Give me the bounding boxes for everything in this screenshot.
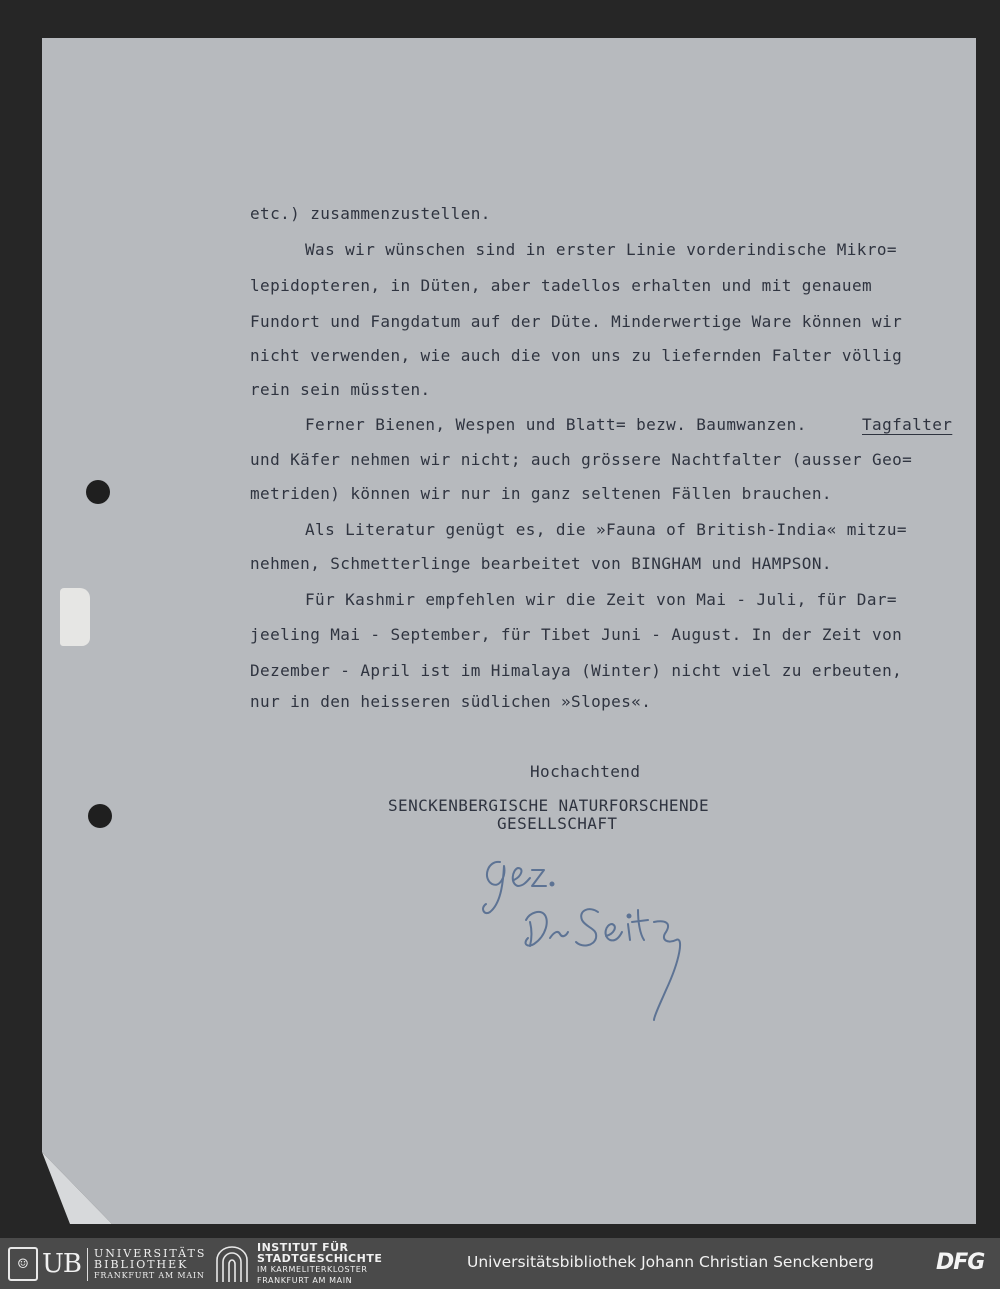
text-line-10: Als Literatur genügt es, die »Fauna of British-India« mitzu=: [305, 520, 907, 539]
ub-text-line3: FRANKFURT AM MAIN: [94, 1270, 205, 1280]
text-line-7: Ferner Bienen, Wespen und Blatt= bezw. Baumwanzen.: [305, 415, 817, 434]
text-line-2: Was wir wünschen sind in erster Linie vorderindische Mikro=: [305, 240, 897, 259]
footer-bar: [0, 1238, 1000, 1289]
text-line-11: nehmen, Schmetterlinge bearbeitet von BINGHAM und HAMPSON.: [250, 554, 832, 573]
punch-hole-lower: [88, 804, 112, 828]
organization-name: SENCKENBERGISCHE NATURFORSCHENDE: [388, 796, 710, 815]
ub-letters: UB: [42, 1249, 82, 1279]
dfg-logo[interactable]: DFG: [936, 1250, 985, 1275]
ifs-text-line1: INSTITUT FÜR: [257, 1241, 349, 1254]
punch-hole-upper: [86, 480, 110, 504]
ub-text: [87, 1248, 206, 1281]
ifs-text-line2: STADTGESCHICHTE: [257, 1252, 383, 1265]
ub-emblem-icon: ☺: [8, 1247, 38, 1281]
institute-logo[interactable]: [215, 1241, 383, 1285]
university-library-logo[interactable]: [8, 1246, 206, 1282]
ub-text-line2: BIBLIOTHEK: [94, 1257, 189, 1271]
text-line-6: rein sein müssten.: [250, 380, 431, 399]
arches-icon: [215, 1246, 249, 1282]
ub-text-line1: UNIVERSITÄTS: [94, 1246, 207, 1260]
text-line-4: Fundort und Fangdatum auf der Düte. Minderwertige Ware können wir: [250, 312, 903, 331]
text-line-9: metriden) können wir nur in ganz seltenen Fällen brauchen.: [250, 484, 832, 503]
institute-text: [257, 1242, 382, 1286]
paper-tear: [60, 588, 90, 646]
library-name-link[interactable]: Universitätsbibliothek Johann Christian Senckenberg: [467, 1253, 874, 1271]
text-line-3: lepidopteren, in Düten, aber tadellos erhalten und mit genauem: [250, 276, 873, 295]
ifs-text-line4: FRANKFURT AM MAIN: [257, 1276, 353, 1285]
text-line-12: Für Kashmir empfehlen wir die Zeit von Mai - Juli, für Dar=: [305, 590, 897, 609]
organization-name-2: GESELLSCHAFT: [497, 814, 618, 833]
text-line-1: etc.) zusammenzustellen.: [250, 204, 491, 223]
ifs-text-line3: IM KARMELITERKLOSTER: [257, 1265, 368, 1274]
text-line-14: Dezember - April ist im Himalaya (Winter) nicht viel zu erbeuten,: [250, 661, 903, 680]
text-line-15: nur in den heisseren südlichen »Slopes«.: [250, 692, 652, 711]
closing-salutation: Hochachtend: [530, 762, 641, 781]
handwritten-signature: [470, 840, 710, 1030]
text-line-5: nicht verwenden, wie auch die von uns zu liefernden Falter völlig: [250, 346, 903, 365]
text-underlined-tagfalter: Tagfalter: [862, 415, 953, 434]
text-line-13: jeeling Mai - September, für Tibet Juni - August. In der Zeit von: [250, 625, 903, 644]
text-line-8: und Käfer nehmen wir nicht; auch grössere Nachtfalter (ausser Geo=: [250, 450, 913, 469]
